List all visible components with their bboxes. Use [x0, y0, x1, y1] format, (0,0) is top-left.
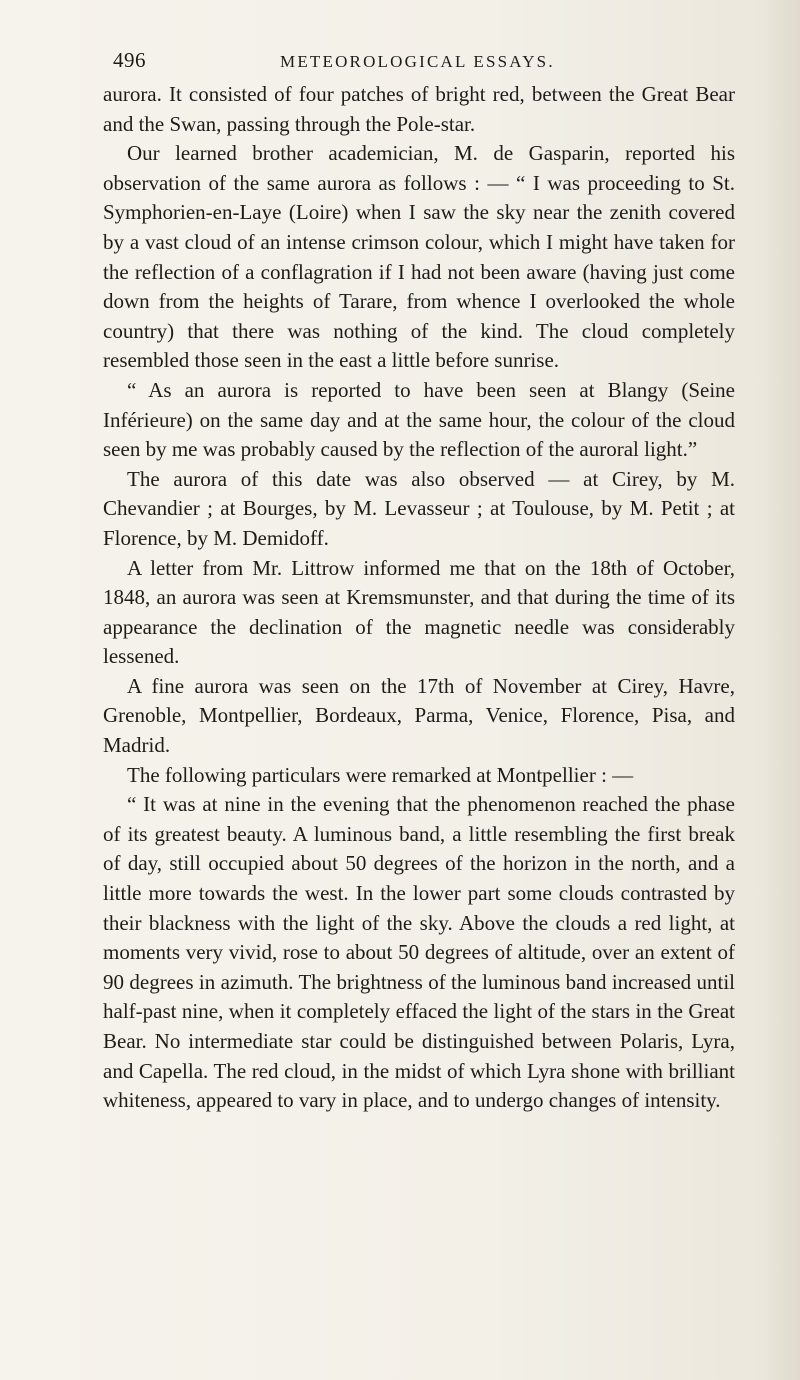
paragraph-montpellier-quote: “ It was at nine in the evening that the phenomenon reached the phase of its greatest beauty. A luminous band, a little resembling the first break of day, still occupied about 50 degrees of the horizon in the north, and a little more towards the west. In the lower part some clouds contrasted by their blackness with the light of the sky. Above the clouds a red light, at moments very vivid, rose to about 50 degrees of altitude, over an extent of 90 degrees in azimuth. The brightness of the luminous band increased until half-past nine, when it completely effaced the light of the stars in the Great Bear. No intermediate star could be distinguished between Polaris, Lyra, and Capella. The red cloud, in the midst of which Lyra shone with brilliant whiteness, appeared to vary in place, and to undergo changes of intensity. [103, 792, 735, 1113]
paragraph-littrow: A letter from Mr. Littrow informed me that on the 18th of October, 1848, an aurora was seen at Kremsmunster, and that during the time of its appearance the declination of the magnetic needle was considerably lessened. [103, 555, 735, 669]
page-header [0, 40, 800, 80]
page-number: 496 [113, 48, 146, 72]
paragraph-observers: The aurora of this date was also observed — at Cirey, by M. Chevandier ; at Bourges, by M. Levasseur ; at Toulouse, by M. Petit ; at Florence, by M. Demidoff. [103, 466, 735, 550]
body-text [103, 80, 735, 1116]
paragraph-montpellier-intro: The following particulars were remarked at Montpellier : — [127, 762, 634, 787]
running-head: METEOROLOGICAL ESSAYS. [280, 52, 555, 71]
paragraph-continuation: aurora. It consisted of four patches of bright red, between the Great Bear and the Swan, passing through the Pole-star. [103, 82, 735, 136]
paragraph-blangy: “ As an aurora is reported to have been seen at Blangy (Seine Inférieure) on the same day and at the same hour, the colour of the cloud seen by me was probably caused by the reflection of the auroral light.” [103, 377, 735, 462]
paragraph-november-aurora: A fine aurora was seen on the 17th of November at Cirey, Havre, Grenoble, Montpellier, Bordeaux, Parma, Venice, Florence, Pisa, and Madrid. [103, 673, 735, 758]
page-edge-shadow [760, 0, 800, 1380]
paragraph-gasparin: Our learned brother academician, M. de Gasparin, reported his observation of the same aurora as follows : — “ I was proceeding to St. Symphorien-en-Laye (Loire) when I saw the sky near the zenith covered by a vast cloud of an intense crimson colour, which I might have taken for the reflection of a conflagration if I had not been aware (having just come down from the heights of Tarare, from whence I overlooked the whole country) that there was nothing of the kind. The cloud completely resembled those seen in the east a little before sunrise. [103, 141, 735, 373]
